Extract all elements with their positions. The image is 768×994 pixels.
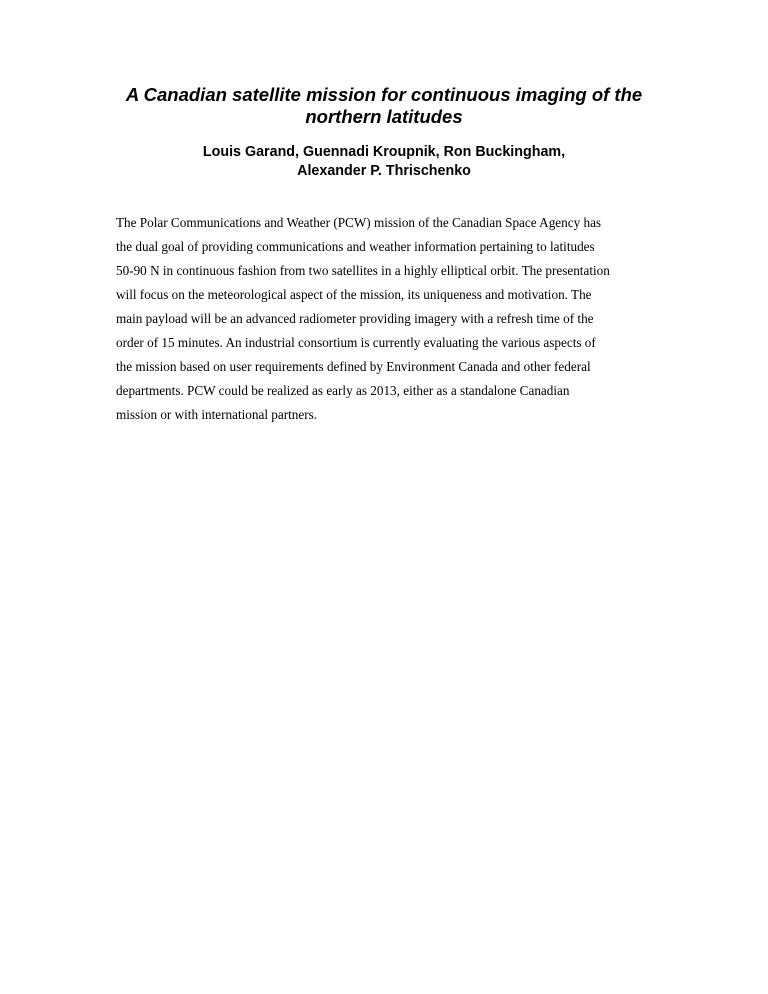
title-line-1: A Canadian satellite mission for continuous imaging of the: [125, 84, 643, 105]
title-line-2: northern latitudes: [305, 106, 463, 127]
abstract-line: mission or with international partners.: [116, 407, 318, 422]
abstract-line: order of 15 minutes. An industrial consortium is currently evaluating the various aspects of: [116, 335, 596, 350]
authors-line-1: Louis Garand, Guennadi Kroupnik, Ron Buckingham,: [202, 144, 566, 160]
abstract-line: the mission based on user requirements defined by Environment Canada and other federal: [116, 359, 591, 374]
abstract-line: 50-90 N in continuous fashion from two satellites in a highly elliptical orbit. The presentation: [116, 263, 610, 278]
abstract-line: main payload will be an advanced radiometer providing imagery with a refresh time of the: [116, 311, 594, 326]
abstract-line: The Polar Communications and Weather (PCW) mission of the Canadian Space Agency has: [116, 215, 602, 230]
authors-line-2: Alexander P. Thrischenko: [297, 163, 471, 179]
abstract-line: will focus on the meteorological aspect of the mission, its uniqueness and motivation. The: [116, 287, 592, 302]
abstract-line: the dual goal of providing communications and weather information pertaining to latitudes: [116, 239, 595, 254]
author-list: [80, 143, 688, 181]
paper-title: [80, 84, 688, 128]
abstract-paragraph: [116, 211, 656, 427]
abstract-line: departments. PCW could be realized as early as 2013, either as a standalone Canadian: [116, 383, 570, 398]
